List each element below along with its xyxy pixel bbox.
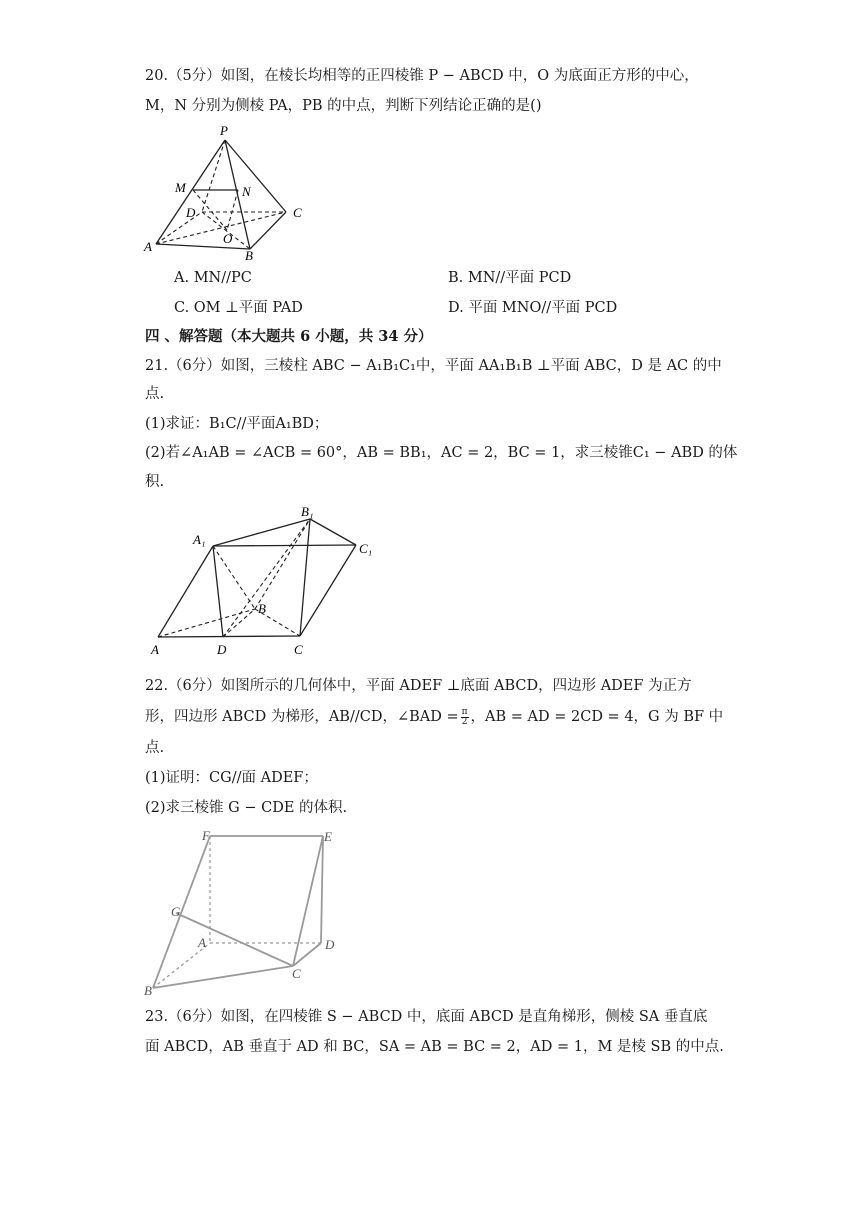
q20-label-a: A <box>144 239 152 254</box>
q22-line-1: 22.（6分）如图所示的几何体中，平面 ADEF ⊥底面 ABCD，四边形 ADEF 为正方 <box>145 678 692 694</box>
q20-label-c: C <box>293 205 302 220</box>
q23-line-2: 面 ABCD，AB 垂直于 AD 和 BC，SA = AB = BC = 2，AD = 1，M 是棱 SB 的中点. <box>145 1039 724 1055</box>
q22-line-4: (1)证明：CG//面 ADEF； <box>145 770 318 786</box>
section-4-heading: 四 、解答题（本大题共 6 小题，共 34 分） <box>145 328 433 345</box>
q20-option-c: C. OM ⊥平面 PAD <box>174 300 303 316</box>
q23-line-1: 23.（6分）如图，在四棱锥 S − ABCD 中，底面 ABCD 是直角梯形，侧棱 SA 垂直底 <box>145 1009 708 1025</box>
q21-label-d: D <box>217 642 227 657</box>
q21-label-b: B <box>258 601 266 616</box>
q22-label-d: D <box>325 937 335 952</box>
q21-label-a1: A₁ <box>193 532 206 547</box>
q21-line-2: 点. <box>145 386 165 402</box>
q20-label-n: N <box>242 184 251 199</box>
q20-option-a: A. MN//PC <box>174 270 252 286</box>
q22-solid-figure <box>140 828 350 998</box>
q21-prism-figure <box>143 502 383 662</box>
q22-line-2-start: 形，四边形 ABCD 为梯形，AB//CD，∠BAD = <box>145 709 459 725</box>
q22-line-2 <box>145 707 723 727</box>
q20-option-d: D. 平面 MNO//平面 PCD <box>448 300 618 316</box>
q22-fraction-numerator: π <box>461 706 468 717</box>
q22-line-3: 点. <box>145 740 165 756</box>
q20-line-2: M，N 分别为侧棱 PA，PB 的中点，判断下列结论正确的是() <box>145 98 542 114</box>
q20-line-1: 20.（5分）如图，在棱长均相等的正四棱锥 P − ABCD 中，O 为底面正方形的中心， <box>145 68 699 84</box>
q21-line-5: 积. <box>145 474 165 490</box>
q20-label-p: P <box>220 123 228 138</box>
q22-line-2-end: ，AB = AD = 2CD = 4，G 为 BF 中 <box>470 709 724 725</box>
q20-label-m: M <box>175 180 186 195</box>
q22-fraction-denominator: 2 <box>461 716 468 727</box>
q20-pyramid-figure <box>140 122 320 262</box>
q20-label-d: D <box>186 205 196 220</box>
q21-label-a: A <box>151 642 159 657</box>
q22-label-a: A <box>198 935 206 950</box>
q21-line-4: (2)若∠A₁AB = ∠ACB = 60°，AB = BB₁，AC = 2，BC = 1，求三棱锥C₁ − ABD 的体 <box>145 445 738 461</box>
q20-label-b: B <box>245 248 253 262</box>
q22-label-b: B <box>144 983 152 998</box>
q21-label-c1: C₁ <box>359 541 373 556</box>
q22-label-g: G <box>171 904 181 919</box>
q22-fraction-pi-over-2 <box>461 708 469 727</box>
q22-label-e: E <box>324 829 332 844</box>
q21-line-1: 21.（6分）如图，三棱柱 ABC − A₁B₁C₁中，平面 AA₁B₁B ⊥平面 ABC，D 是 AC 的中 <box>145 358 722 374</box>
q21-label-b1: B₁ <box>301 504 314 519</box>
q21-label-c: C <box>294 642 303 657</box>
q22-label-f: F <box>202 828 210 843</box>
q20-label-o: O <box>223 231 233 246</box>
q21-line-3: (1)求证：B₁C//平面A₁BD； <box>145 416 329 432</box>
q22-label-c: C <box>292 966 301 981</box>
q20-option-b: B. MN//平面 PCD <box>448 270 572 286</box>
q22-line-5: (2)求三棱锥 G − CDE 的体积. <box>145 800 348 816</box>
